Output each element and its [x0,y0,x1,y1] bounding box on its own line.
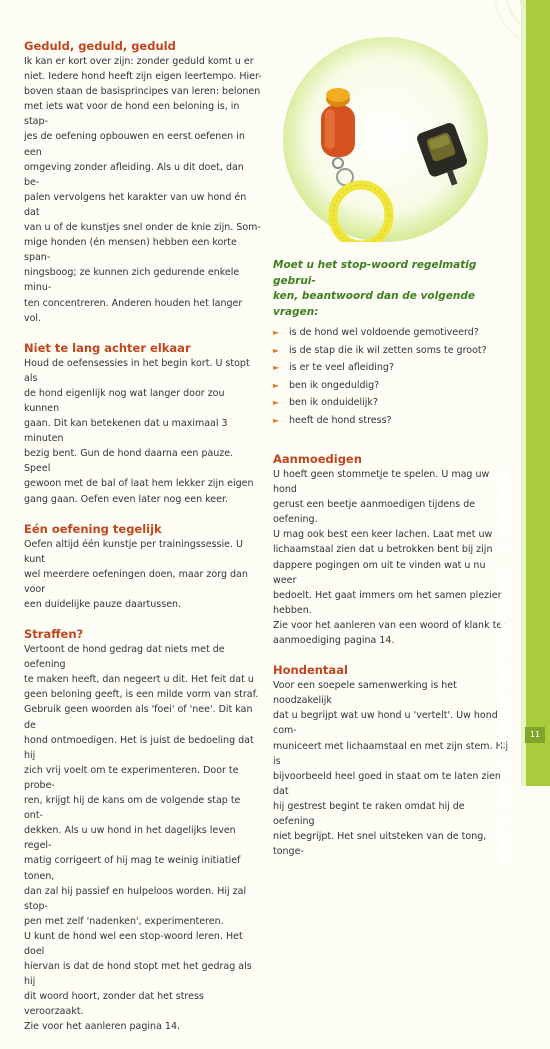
triangle-bullet-icon: ► [273,398,280,407]
section-heading: Eén oefening tegelijk [24,521,162,536]
left-column [24,38,262,1049]
text-line: hij gestrest begint te raken omdat hij de oefening [273,800,465,827]
text-line: mige honden (én mensen) hebben een korte span- [24,237,237,264]
text-line: bedoelt. Het gaat immers om het samen plezier [273,589,502,601]
question-text: heeft de hond stress? [289,414,392,426]
triangle-bullet-icon: ► [273,345,280,355]
question-text: is de hond wel voldoende gemotiveerd? [289,327,479,338]
section-heading: Niet te lang achter elkaar [24,340,191,355]
text-line: te maken heeft, dan negeert u dit. Het feit dat u [24,674,254,686]
text-line: Oefen altijd één kunstje per trainingssessie. U kunt [24,538,243,565]
text-line: gang gaan. Oefen even later nog een keer. [24,493,229,505]
text-line: jes de oefening opbouwen en eerst oefenen in een [24,131,245,158]
chapter-label: Hoofdstuk 1 [497,470,511,553]
text-line: Gebruik geen woorden als 'foei' of 'nee'. Dit kan de [24,704,253,731]
text-line: met iets wat voor de hond een beloning is, in stap- [24,101,240,128]
question-item [273,342,508,360]
text-line: dit woord hoort, zonder dat het stress veroorzaakt. [24,991,204,1018]
clicker-illustration [283,37,488,242]
text-line: geen beloning geeft, is een milde vorm van straf. [24,689,259,701]
text-line: Houd de oefensessies in het begin kort. U stopt als [24,357,250,384]
questions-heading [273,258,508,320]
section-een-oefening [24,521,262,612]
section-straffen [24,626,262,1034]
question-item [273,324,508,342]
text-line: boven staan de basisprincipes van leren: belonen [24,86,261,98]
text-line: bijvoorbeeld heel goed in staat om te laten zien dat [273,770,501,797]
text-line: U mag ook best een keer lachen. Laat met uw [273,529,493,541]
text-line: Vertoont de hond gedrag dat niets met de oefening [24,644,225,671]
text-line: hiervan is dat de hond stopt met het gedrag als hij [24,961,252,988]
question-item [273,412,508,430]
section-niet-te-lang [24,340,262,507]
text-line: gewoon met de bal of laat hem lekker zijn eigen [24,478,254,490]
section-heading: Aanmoedigen [273,452,362,466]
clicker-photo [283,37,488,242]
text-line: Voor een soepele samenwerking is het noodzakelijk [273,680,457,707]
question-text: ben ik ongeduldig? [289,379,380,391]
text-line: niet. Iedere hond heeft zijn eigen leertempo. Hier- [24,71,262,83]
questions-list [273,324,508,429]
text-line: ten concentreren. Anderen houden het langer vol. [24,297,243,324]
question-item [273,394,508,412]
text-line: municeert met lichaamstaal en met zijn stem. Hij is [273,740,509,767]
question-text: is de stap die ik wil zetten soms te groot? [289,344,487,356]
questions-heading-line: ken, beantwoord dan de volgende vragen: [273,290,475,318]
question-text: ben ik onduidelijk? [289,397,378,408]
text-line: U hoeft geen stommetje te spelen. U mag uw hond [273,469,490,496]
text-line: matig corrigeert of hij mag te weinig initiatief tonen, [24,855,241,882]
right-column [273,258,508,873]
triangle-bullet-icon: ► [273,363,280,372]
text-line: pen met zelf 'nadenken', experimenteren. [24,915,224,927]
text-line: U kunt de hond wel een stop-woord leren. Het doel [24,930,243,957]
text-line: van u of de kunstjes snel onder de knie zijn. Som- [24,222,261,234]
question-text: is er te veel afleiding? [289,362,394,373]
chapter-separator: » [497,556,511,565]
text-line: de hond eigenlijk nog wat langer door zou kunnen [24,387,225,414]
chapter-title-vertical [497,470,511,865]
text-line: palen vervolgens het karakter van uw hond én dat [24,191,247,218]
text-line: dat u begrijpt wat uw hond u 'vertelt'. Uw hond com- [273,710,498,737]
triangle-bullet-icon: ► [273,415,280,425]
yellow-spiral-ring-image [333,185,389,242]
text-line: aanmoediging pagina 14. [273,635,395,647]
text-line: dekken. Als u uw hond in het dagelijks leven regel- [24,825,236,852]
sidebar-strip [521,0,526,786]
text-line: dan zal hij passief en hulpeloos worden. Hij zal stop- [24,885,247,912]
chapter-sidebar [521,0,550,786]
text-line: ren, krijgt hij de kans om de volgende stap te ont- [24,795,241,822]
text-line: hebben. [273,604,312,616]
text-line: omgeving zonder afleiding. Als u dit doet, dan be- [24,161,244,188]
section-geduld [24,38,262,326]
text-line: gaan. Dit kan betekenen dat u maximaal 3 minuten [24,418,228,445]
section-hondentaal [273,662,508,859]
text-line: niet begrijpt. Het snel uitsteken van de tong, tonge- [273,831,487,858]
section-aanmoedigen [273,451,508,648]
text-line: wel meerdere oefeningen doen, maar zorg dan voor [24,568,248,595]
text-line: bezig bent. Gun de hond daarna een pauze. Speel [24,448,234,475]
text-line: hond ontmoedigen. Het is juist de bedoeling dat hij [24,734,254,761]
triangle-bullet-icon: ► [273,328,280,337]
section-heading: Geduld, geduld, geduld [24,39,176,53]
text-line: Zie voor het aanleren van een woord of klank ter [273,619,507,631]
text-line: zich vrij voelt om te experimenteren. Door te probe- [24,764,239,791]
question-item [273,377,508,395]
text-line: lichaamstaal zien dat u betrokken bent bij zijn [273,544,493,556]
text-line: ningsboog; ze kunnen zich gedurende enkele minu- [24,267,240,294]
text-line: Ik kan er kort over zijn: zonder geduld komt u er [24,56,254,67]
section-heading: Straffen? [24,627,84,642]
text-line: een duidelijke pauze daartussen. [24,599,182,610]
section-heading: Hondentaal [273,663,348,678]
questions-heading-line: Moet u het stop-woord regelmatig gebrui- [273,259,477,287]
question-item [273,359,508,377]
page-number: 11 [525,727,545,743]
orange-clicker-image [321,88,355,185]
triangle-bullet-icon: ► [273,380,280,390]
black-clicker-image [415,121,473,191]
text-line: Zie voor het aanleren pagina 14. [24,1021,181,1033]
chapter-title: Spelregels bij het aanleren van een kunstje [497,568,511,865]
text-line: gerust een beetje aanmoedigen tijdens de oefening. [273,499,476,526]
text-line: dappere pogingen om uit te vinden wat u nu weer [273,559,486,586]
